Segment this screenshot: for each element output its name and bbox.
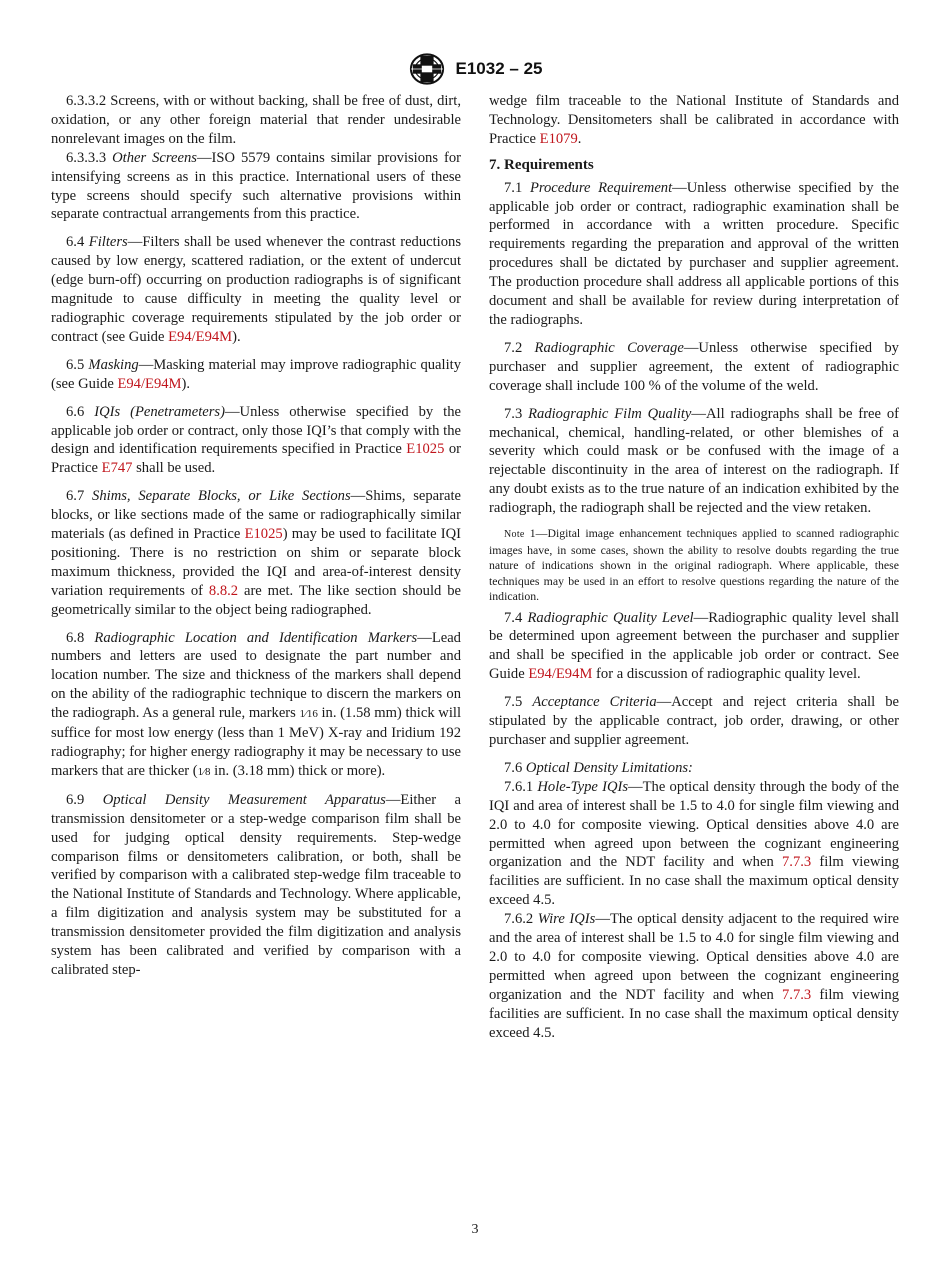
ref-link[interactable]: 7.7.3 <box>782 854 812 871</box>
para-7-1: 7.1 Procedure Requirement—Unless otherwise specified by the applicable job order or contract, radiographic examination shall be performed in accordance with a written procedure. Specific requirements regarding the preparation and approval of the written procedures shall be dictated by purchaser and supplier agreement. The production procedure shall address all applicable portions of this document and shall be available for review during interpretation of the radiographs. <box>489 179 900 328</box>
para-6-3-3-3: 6.3.3.3 Other Screens—ISO 5579 contains similar provisions for intensifying screens as in this practice. International users of these type screens should specify such alternative provisions within separate contractual arrangements from this practice. <box>51 149 461 223</box>
ref-link[interactable]: E1079 <box>539 130 578 147</box>
document-number: E1032 – 25 <box>455 59 543 78</box>
section-heading: 7. Requirements <box>489 156 594 173</box>
para-7-5: 7.5 Acceptance Criteria—Accept and reject criteria shall be stipulated by the applicable contract, job order, drawing, or other purchaser and supplier agreement. <box>489 694 899 748</box>
para-7-3: 7.3 Radiographic Film Quality—All radiographs shall be free of mechanical, chemical, handling-related, or other blemishes of a severity which could mask or be confused with the image of a rejectable discontinuity in the area of interest on the radiograph. If any doubt exists as to the true nature of an indication exhibited by the radiograph, the radiograph shall be rejected and the view retaken. <box>489 405 899 517</box>
para-6-8: 6.8 Radiographic Location and Identification Markers—Lead numbers and letters are used to designate the part number and location number. The size and thickness of the markers shall depend on the ability of the radiographic technique to discern the markers on the radiograph. As a general rule, markers 1⁄16 in. (1.58 mm) thick will suffice for most low energy (less than 1 MeV) X-ray and Iridium 192 radiography; for higher energy radiography it may be necessary to use markers that are thicker (1⁄8 in. (3.18 mm) thick or more). <box>51 629 461 779</box>
para-7-6-1: 7.6.1 Hole-Type IQIs—The optical density through the body of the IQI and area of interest shall be 1.5 to 4.0 for single film viewing and 2.0 to 4.0 for composite viewing. Optical densities above 4.0 are permitted when agreed upon between the cognizant engineering organization and the NDT facility and when 7.7.3 film viewing facilities are sufficient. In no case shall the maximum optical density exceed 4.5. <box>489 778 900 909</box>
para-7-6-2: 7.6.2 Wire IQIs—The optical density adjacent to the required wire and the area of interest shall be 1.5 to 4.0 for single film viewing and 2.0 to 4.0 for composite viewing. Optical densities above 4.0 are permitted when agreed upon between the cognizant engineering organization and the NDT facility and when 7.7.3 film viewing facilities are sufficient. In no case shall the maximum optical density exceed 4.5. <box>489 911 900 1041</box>
ref-link[interactable]: 7.7.3 <box>782 986 812 1003</box>
para-6-6: 6.6 IQIs (Penetrameters)—Unless otherwise specified by the applicable job order or contract, only those IQI’s that comply with the design and identification requirements specified in Practice E1025 or Practice E747 shall be used. <box>51 403 461 477</box>
right-column <box>489 92 899 1042</box>
page-header <box>0 52 950 86</box>
astm-logo-icon <box>408 52 446 86</box>
para-6-5: 6.5 Masking—Masking material may improve radiographic quality (see Guide E94/E94M). <box>51 356 461 392</box>
para-7-4: 7.4 Radiographic Quality Level—Radiographic quality level shall be determined upon agreement between the purchaser and supplier and shall be specified in the applicable job order or contract. See Guide E94/E94M for a discussion of radiographic quality level. <box>489 609 900 683</box>
ref-link[interactable]: E94/E94M <box>528 666 593 683</box>
page-number: 3 <box>471 1222 479 1237</box>
ref-link[interactable]: 8.8.2 <box>208 582 239 599</box>
left-column <box>51 92 461 980</box>
para-6-4: 6.4 Filters—Filters shall be used whenever the contrast reductions caused by low energy, scattered radiation, or the extent of undercut (edge burn-off) occurring on production radiographs is of significant magnitude to cause difficulty in meeting the quality level or radiographic coverage requirements stipulated by the job order or contract (see Guide E94/E94M). <box>51 234 461 345</box>
ref-link[interactable]: E747 <box>101 460 133 477</box>
ref-link[interactable]: E94/E94M <box>117 375 182 392</box>
para-7-2: 7.2 Radiographic Coverage—Unless otherwise specified by purchaser and supplier agreement, the extent of radiographic coverage shall include 100 % of the volume of the weld. <box>489 339 899 394</box>
note-1: Note 1—Digital image enhancement techniques applied to scanned radiographic images have, in some cases, shown the ability to resolve doubts regarding the true nature of indications shown in the original radiograph. Where applicable, these techniques may be used in an effort to resolve questions regarding the nature of the indication. <box>489 526 899 604</box>
para-6-9: 6.9 Optical Density Measurement Apparatus—Either a transmission densitometer or a step-wedge comparison film shall be used for judging optical density requirements. Step-wedge comparison films or densitometers calibration, or both, shall be verified by comparison with a calibrated step-wedge film traceable to the National Institute of Standards and Technology. Where applicable, a film digitization and analysis system may be substituted for a transmission densitometer provided the film digitization and analysis system has been calibrated and verified by comparison with a calibrated step- <box>51 791 461 978</box>
ref-link[interactable]: E1025 <box>244 526 283 543</box>
ref-link[interactable]: E1025 <box>406 441 445 458</box>
para-6-3-3-2: 6.3.3.2 Screens, with or without backing, shall be free of dust, dirt, oxidation, or any other foreign material that render undesirable nonrelevant images on the film. <box>51 93 461 147</box>
ref-link[interactable]: E94/E94M <box>168 328 233 345</box>
para-6-7: 6.7 Shims, Separate Blocks, or Like Sections—Shims, separate blocks, or like sections made of the same or radiographically similar materials (as defined in Practice E1025) may be used to facilitate IQI positioning. There is no restriction on shim or separate block maximum thickness, provided the IQI and area-of-interest density variation requirements of 8.8.2 are met. The like section should be geometrically similar to the object being radiographed. <box>51 488 462 618</box>
para-7-6: 7.6 Optical Density Limitations: <box>504 759 693 776</box>
para-6-9-continued: wedge film traceable to the National Institute of Standards and Technology. Densitometers shall be calibrated in accordance with Practice E1079. <box>489 93 899 147</box>
